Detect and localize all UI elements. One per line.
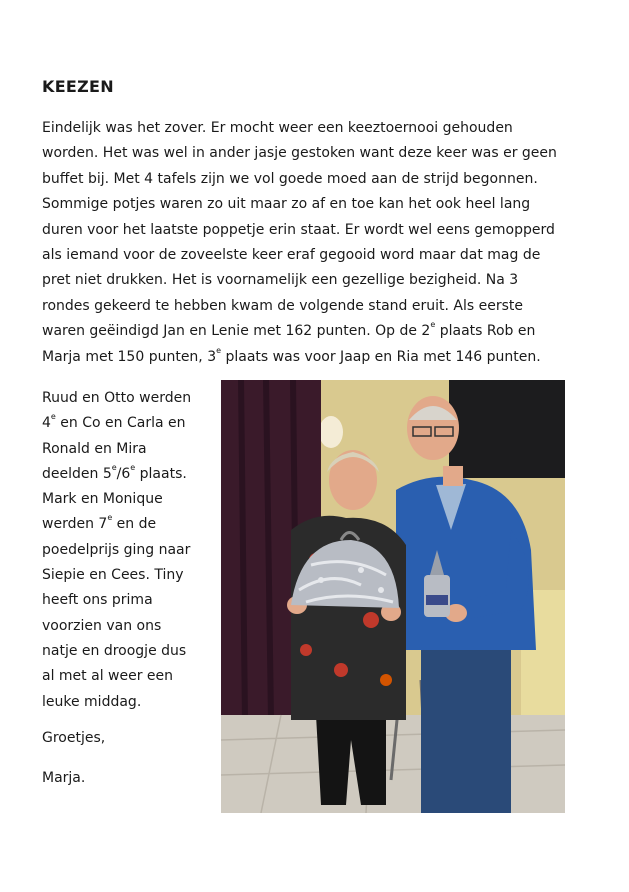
intro-paragraph: Eindelijk was het zover. Er mocht weer een keeztoernooi gehouden worden. Het was wel in ander jasje gestoken want deze keer was er geen buffet bij. Met 4 tafels zijn we vol goede moed aan de strijd begonnen. Sommige potjes waren zo uit maar zo af en toe kan het ook heel lang duren voor het laatste poppetje erin staat. Er wordt wel eens gemopperd als iemand voor de zoveelste keer eraf gegooid word maar dat mag de pret niet drukken. Het is voornamelijk een gezellige bezigheid. Na 3 rondes gekeerd te hebben kwam de volgende stand eruit. Als eerste waren geëindigd Jan en Lenie met 162 punten. Op de 2e plaats Rob en Marja met 150 punten, 3e plaats was voor Jaap en Ria met 146 punten. [42, 120, 557, 365]
greeting: Groetjes, [42, 730, 106, 746]
article-title: KEEZEN [42, 77, 114, 96]
winners-photo [221, 380, 565, 813]
photo-lamp [319, 416, 343, 448]
signature: Marja. [42, 770, 86, 786]
winners-photo-illustration [221, 380, 565, 813]
side-paragraph: Ruud en Otto werden 4e en Co en Carla en Ronald en Mira deelden 5e/6e plaats. Mark en Monique werden 7e en de poedelprijs ging naar Siepie en Cees. Tiny heeft ons prima voorzien van ons natje en droogje dus al met al weer een leuke middag. [42, 390, 192, 710]
photo-tv [449, 380, 565, 478]
